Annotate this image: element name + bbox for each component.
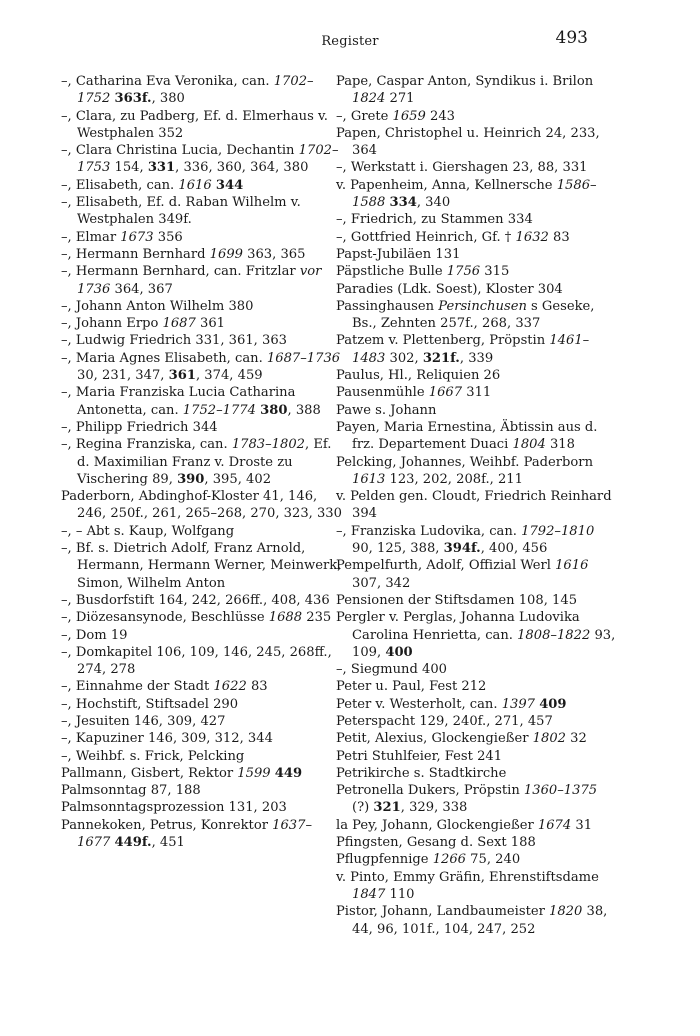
index-entry: Pallmann, Gisbert, Rektor 1599 449 bbox=[61, 765, 303, 781]
index-entry: Pawe s. Johann bbox=[336, 402, 437, 418]
index-entry: Pempelfurth, Adolf, Offizial Werl 1616 307, 342 bbox=[336, 558, 589, 591]
index-entry: –, Domkapitel 106, 109, 146, 245, 268ff., 274, 278 bbox=[61, 644, 332, 678]
index-entry: –, Weihbf. s. Frick, Pelcking bbox=[61, 748, 245, 764]
index-entry: Pelcking, Johannes, Weihbf. Paderborn 1613 123, 202, 208f., 211 bbox=[336, 454, 594, 487]
index-entry: v. Papenheim, Anna, Kellnersche 1586–1588 334, 340 bbox=[336, 177, 597, 211]
index-entry: Pannekoken, Petrus, Konrektor 1637–1677 449f., 451 bbox=[61, 817, 312, 851]
index-entry: –, Franziska Ludovika, can. 1792–1810 90, 125, 388, 394f., 400, 456 bbox=[336, 523, 595, 557]
index-entry: –, Catharina Eva Veronika, can. 1702–1752 363f., 380 bbox=[61, 74, 314, 107]
index-entry: Petri Stuhlfeier, Fest 241 bbox=[336, 748, 503, 764]
page-header bbox=[0, 28, 700, 52]
index-entry: –, Friedrich, zu Stammen 334 bbox=[336, 212, 533, 228]
index-entry: –, Diözesansynode, Beschlüsse 1688 235 bbox=[61, 610, 332, 626]
index-entry: Pensionen der Stiftsdamen 108, 145 bbox=[336, 592, 578, 608]
index-entry: Paderborn, Abdinghof-Kloster 41, 146, 246, 250f., 261, 265–268, 270, 323, 330 bbox=[61, 489, 342, 522]
index-entry: –, Ludwig Friedrich 331, 361, 363 bbox=[61, 333, 287, 349]
index-entry: Peter u. Paul, Fest 212 bbox=[336, 679, 487, 695]
index-entry: v. Pelden gen. Cloudt, Friedrich Reinhard 394 bbox=[336, 489, 612, 522]
index-entry: Palmsonntag 87, 188 bbox=[61, 783, 201, 799]
index-entry: Patzem v. Plettenberg, Pröpstin 1461–1483 302, 321f., 339 bbox=[336, 333, 590, 366]
index-entry: –, Clara Christina Lucia, Dechantin 1702–1753 154, 331, 336, 360, 364, 380 bbox=[61, 143, 339, 176]
index-entry: Pape, Caspar Anton, Syndikus i. Brilon 1824 271 bbox=[336, 74, 594, 107]
index-entry: –, Hermann Bernhard 1699 363, 365 bbox=[61, 246, 306, 262]
index-entry: –, Hermann Bernhard, can. Fritzlar vor 1736 364, 367 bbox=[61, 264, 322, 297]
index-entry: Paradies (Ldk. Soest), Kloster 304 bbox=[336, 281, 563, 297]
index-entry: –, Hochstift, Stiftsadel 290 bbox=[61, 696, 239, 712]
index-entry: –, Werkstatt i. Giershagen 23, 88, 331 bbox=[336, 160, 588, 176]
index-entry: Papen, Christophel u. Heinrich 24, 233, 364 bbox=[336, 125, 600, 159]
index-entry: Pausenmühle 1667 311 bbox=[336, 385, 492, 401]
index-entry: –, Jesuiten 146, 309, 427 bbox=[61, 713, 226, 729]
index-entry: Pistor, Johann, Landbaumeister 1820 38, 44, 96, 101f., 104, 247, 252 bbox=[336, 904, 608, 937]
index-entry: –, Elmar 1673 356 bbox=[61, 229, 183, 245]
index-entry: Passinghausen Persinchusen s Geseke, Bs., Zehnten 257f., 268, 337 bbox=[336, 298, 595, 332]
index-entry: –, Maria Franziska Lucia Catharina Antonetta, can. 1752–1774 380, 388 bbox=[61, 385, 321, 418]
index-entry: –, Dom 19 bbox=[61, 627, 128, 643]
running-title: Register bbox=[321, 34, 379, 49]
index-entry: Pfingsten, Gesang d. Sext 188 bbox=[336, 835, 536, 851]
index-entry: Paulus, Hl., Reliquien 26 bbox=[336, 368, 501, 384]
index-entry: –, Regina Franziska, can. 1783–1802, Ef. d. Maximilian Franz v. Droste zu Vischering 89, 390, 395, 402 bbox=[61, 437, 332, 487]
index-entry: –, Grete 1659 243 bbox=[336, 108, 455, 124]
index-entry: la Pey, Johann, Glockengießer 1674 31 bbox=[336, 817, 593, 833]
index-entry: Peter v. Westerholt, can. 1397 409 bbox=[336, 696, 567, 712]
index-entry: Peterspacht 129, 240f., 271, 457 bbox=[336, 713, 553, 729]
index-entry: –, – Abt s. Kaup, Wolfgang bbox=[61, 523, 235, 539]
index-entry: v. Pinto, Emmy Gräfin, Ehrenstiftsdame 1847 110 bbox=[336, 869, 599, 902]
index-entry: –, Busdorfstift 164, 242, 266ff., 408, 436 bbox=[61, 592, 330, 608]
index-entry: –, Maria Agnes Elisabeth, can. 1687–1736 30, 231, 347, 361, 374, 459 bbox=[61, 350, 341, 384]
index-entry: Petrikirche s. Stadtkirche bbox=[336, 765, 507, 781]
page-number: 493 bbox=[555, 28, 588, 48]
index-entry: Päpstliche Bulle 1756 315 bbox=[336, 264, 510, 280]
index-entry: –, Bf. s. Dietrich Adolf, Franz Arnold, Hermann, Hermann Werner, Meinwerk, Simon, Wilhelm Anton bbox=[61, 541, 342, 591]
index-entry: –, Siegmund 400 bbox=[336, 662, 447, 678]
index-entry: –, Johann Anton Wilhelm 380 bbox=[61, 298, 254, 314]
index-entry: –, Gottfried Heinrich, Gf. † 1632 83 bbox=[336, 229, 570, 245]
index-entry: Papst-Jubiläen 131 bbox=[336, 246, 461, 262]
index-entry: –, Einnahme der Stadt 1622 83 bbox=[61, 679, 268, 695]
index-column-left bbox=[61, 73, 344, 851]
index-entry: Payen, Maria Ernestina, Äbtissin aus d. frz. Departement Duaci 1804 318 bbox=[336, 419, 598, 453]
index-entry: Pergler v. Perglas, Johanna Ludovika Carolina Henrietta, can. 1808–1822 93, 109, 400 bbox=[336, 610, 616, 660]
index-entry: Petit, Alexius, Glockengießer 1802 32 bbox=[336, 731, 587, 747]
index-entry: –, Elisabeth, Ef. d. Raban Wilhelm v. Westphalen 349f. bbox=[61, 195, 301, 228]
index-entry: Pflugpfennige 1266 75, 240 bbox=[336, 852, 521, 868]
index-entry: –, Elisabeth, can. 1616 344 bbox=[61, 177, 244, 193]
index-entry: –, Clara, zu Padberg, Ef. d. Elmerhaus v. Westphalen 352 bbox=[61, 108, 328, 141]
index-entry: –, Johann Erpo 1687 361 bbox=[61, 316, 225, 332]
index-column-right bbox=[336, 73, 618, 938]
index-entry: –, Philipp Friedrich 344 bbox=[61, 419, 218, 435]
index-entry: Petronella Dukers, Pröpstin 1360–1375 (?) 321, 329, 338 bbox=[336, 783, 598, 816]
index-entry: –, Kapuziner 146, 309, 312, 344 bbox=[61, 731, 273, 747]
index-entry: Palmsonntagsprozession 131, 203 bbox=[61, 800, 287, 816]
